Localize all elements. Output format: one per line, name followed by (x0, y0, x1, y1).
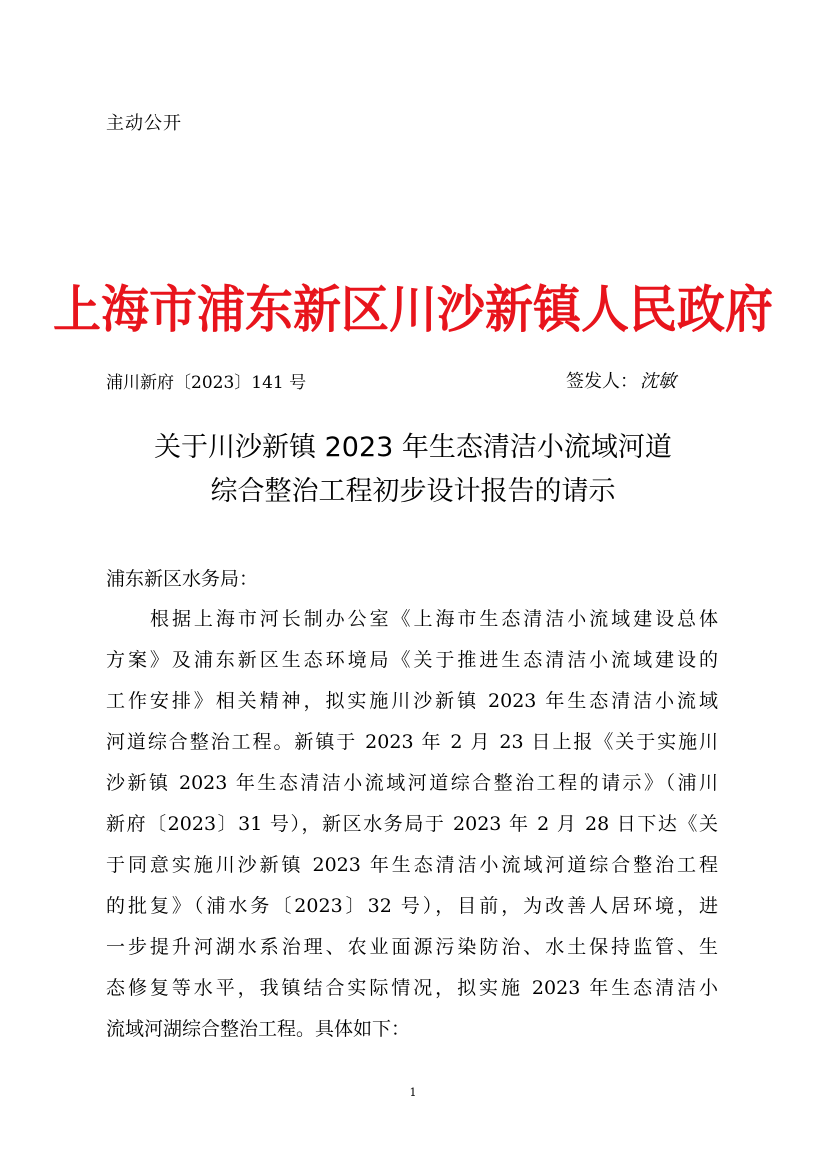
body-line: 于同意实施川沙新镇 2023 年生态清洁小流域河道综合整治工程 (106, 854, 718, 876)
disclosure-label: 主动公开 (106, 113, 182, 134)
signer-label: 签发人： (566, 371, 638, 392)
body-line: 一步提升河湖水系治理、农业面源污染防治、水土保持监管、生 (106, 936, 718, 958)
body-line: 根据上海市河长制办公室《上海市生态清洁小流域建设总体 (150, 608, 718, 630)
subject-line-2: 综合整治工程初步设计报告的请示 (210, 476, 616, 507)
body-line: 沙新镇 2023 年生态清洁小流域河道综合整治工程的请示》（浦川 (106, 772, 718, 794)
body-line: 的批复》（浦水务〔2023〕32 号），目前，为改善人居环境，进 (106, 895, 718, 917)
signer-signature: 沈敏 (640, 371, 676, 392)
page-number: 1 (409, 1086, 417, 1099)
body-line: 态修复等水平，我镇结合实际情况，拟实施 2023 年生态清洁小 (106, 977, 718, 999)
body-line: 流域河湖综合整治工程。具体如下： (106, 1018, 411, 1040)
addressee: 浦东新区水务局： (106, 568, 259, 590)
body-line: 河道综合整治工程。新镇于 2023 年 2 月 23 日上报《关于实施川 (106, 731, 718, 753)
document-subject (0, 426, 826, 514)
body-line: 新府〔2023〕31 号），新区水务局于 2023 年 2 月 28 日下达《关 (106, 813, 718, 835)
subject-line-1: 关于川沙新镇 2023 年生态清洁小流域河道 (154, 432, 672, 463)
signer-block (566, 369, 676, 395)
body-line: 工作安排》相关精神，拟实施川沙新镇 2023 年生态清洁小流域 (106, 690, 718, 712)
issuing-authority-title: 上海市浦东新区川沙新镇人民政府 (52, 280, 773, 340)
body-line: 方案》及浦东新区生态环境局《关于推进生态清洁小流域建设的 (106, 649, 718, 671)
document-number: 浦川新府〔2023〕141 号 (106, 373, 307, 393)
